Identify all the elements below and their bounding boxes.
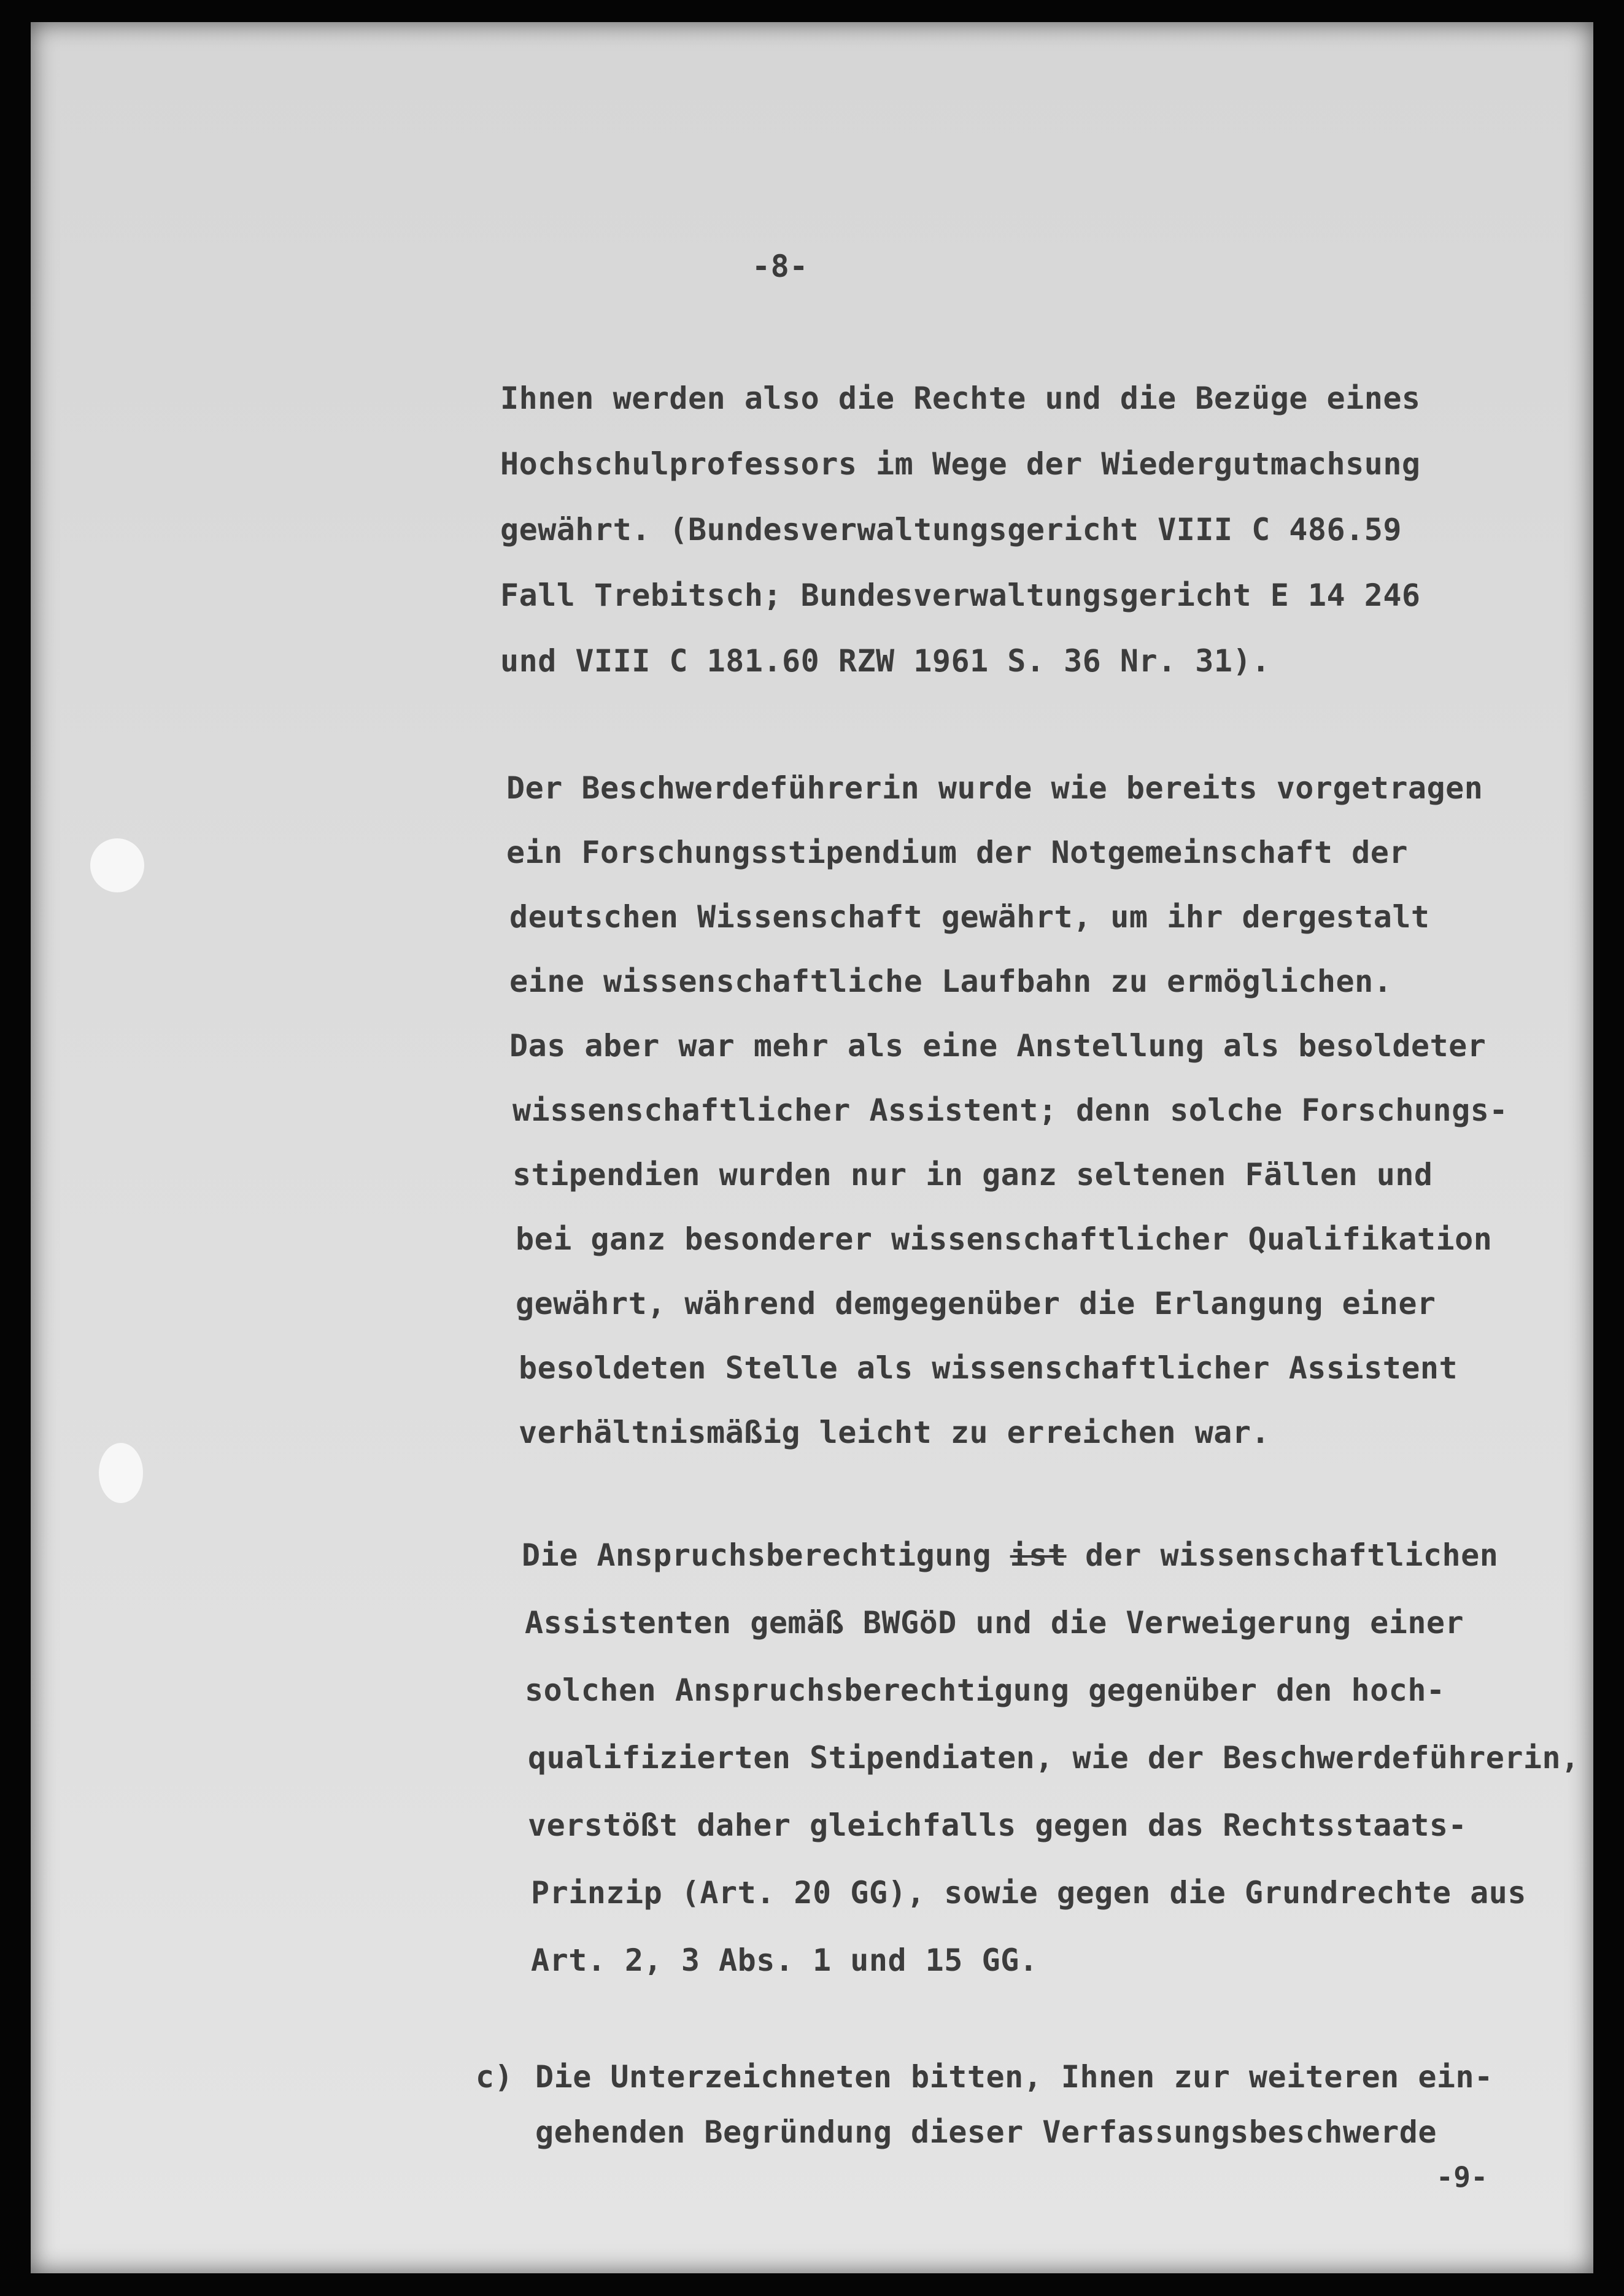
paragraph-4-line: gehenden Begründung dieser Verfassungsbeschwerde — [535, 2114, 1437, 2150]
paragraph-2-line: eine wissenschaftliche Laufbahn zu ermöglichen. — [509, 964, 1393, 999]
paragraph-3-line-1-start: Die Anspruchsberechtigung — [522, 1537, 1010, 1573]
paragraph-2-line: wissenschaftlicher Assistent; denn solche Forschungs- — [512, 1092, 1508, 1128]
struck-word: ist — [1010, 1537, 1067, 1573]
paragraph-3-line: verstößt daher gleichfalls gegen das Rechtsstaats- — [528, 1807, 1467, 1843]
paragraph-3-line: Art. 2, 3 Abs. 1 und 15 GG. — [531, 1942, 1038, 1978]
paragraph-2-line: gewährt, während demgegenüber die Erlangung einer — [516, 1286, 1436, 1321]
paragraph-3-line-1 — [522, 1537, 1498, 1573]
paragraph-2-line: stipendien wurden nur in ganz seltenen Fällen und — [512, 1157, 1433, 1192]
paragraph-3-line: qualifizierten Stipendiaten, wie der Beschwerdeführerin, — [528, 1740, 1580, 1776]
paragraph-1-line: und VIII C 181.60 RZW 1961 S. 36 Nr. 31). — [500, 643, 1270, 679]
paragraph-2-line: bei ganz besonderer wissenschaftlicher Qualifikation — [516, 1221, 1493, 1257]
paragraph-3-line: Assistenten gemäß BWGöD und die Verweigerung einer — [525, 1605, 1464, 1641]
paragraph-3-line: Prinzip (Art. 20 GG), sowie gegen die Grundrechte aus — [531, 1875, 1526, 1911]
paragraph-4-line: Die Unterzeichneten bitten, Ihnen zur weiteren ein- — [535, 2059, 1493, 2095]
punch-hole-upper — [90, 838, 144, 892]
paragraph-1-line: Ihnen werden also die Rechte und die Bezüge eines — [500, 381, 1421, 416]
paragraph-1-line: gewährt. (Bundesverwaltungsgericht VIII C 486.59 — [500, 512, 1402, 547]
paragraph-3-line-1-end: der wissenschaftlichen — [1066, 1537, 1499, 1573]
paragraph-1-line: Fall Trebitsch; Bundesverwaltungsgericht E 14 246 — [500, 578, 1421, 613]
paragraph-2-line: deutschen Wissenschaft gewährt, um ihr dergestalt — [509, 899, 1430, 935]
paragraph-3-line: solchen Anspruchsberechtigung gegenüber den hoch- — [525, 1672, 1445, 1708]
paragraph-1-line: Hochschulprofessors im Wege der Wiedergutmachsung — [500, 446, 1421, 482]
paragraph-2-line: Das aber war mehr als eine Anstellung als besoldeter — [509, 1028, 1487, 1064]
paragraph-2-line: besoldeten Stelle als wissenschaftlicher Assistent — [519, 1350, 1458, 1386]
paper-sheet — [31, 22, 1593, 2273]
next-page-number: -9- — [1436, 2160, 1488, 2194]
punch-hole-lower — [99, 1443, 143, 1503]
paragraph-2-line: ein Forschungsstipendium der Notgemeinschaft der — [506, 835, 1408, 870]
page-number: -8- — [752, 249, 808, 284]
paragraph-2-line: verhältnismäßig leicht zu erreichen war. — [519, 1415, 1270, 1450]
list-marker-c: c) — [476, 2059, 514, 2095]
paragraph-2-line: Der Beschwerdeführerin wurde wie bereits vorgetragen — [506, 770, 1483, 806]
